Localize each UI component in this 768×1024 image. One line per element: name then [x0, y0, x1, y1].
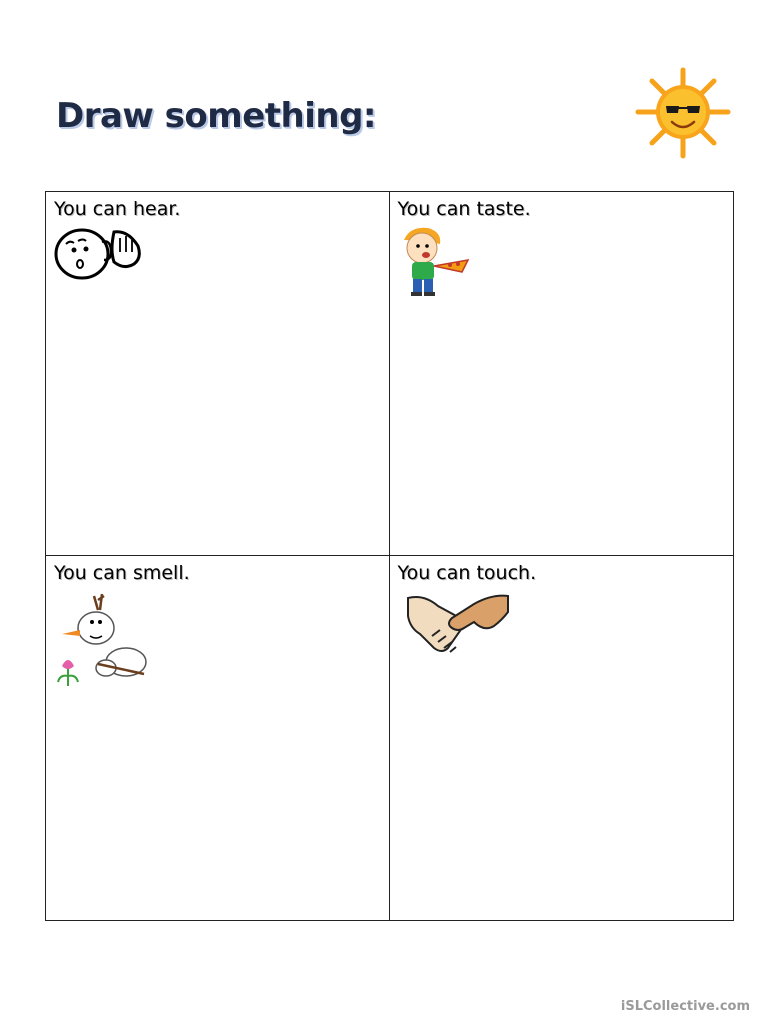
- cell-smell[interactable]: [46, 556, 390, 920]
- cell-label: You can touch.: [397, 562, 537, 584]
- cell-touch[interactable]: [390, 556, 734, 920]
- ear-listening-icon: [52, 224, 144, 284]
- snowman-smelling-flower-icon: [54, 592, 150, 688]
- cell-label: You can hear.: [54, 198, 181, 220]
- cell-hear[interactable]: [46, 192, 390, 556]
- sun-with-sunglasses-icon: [628, 62, 738, 162]
- cell-label: You can smell.: [54, 562, 190, 584]
- watermark: iSLCollective.com: [620, 999, 750, 1014]
- handshake-icon: [404, 592, 512, 660]
- page-title: Draw something:: [56, 96, 377, 136]
- cell-taste[interactable]: [390, 192, 734, 556]
- cell-label: You can taste.: [397, 198, 531, 220]
- boy-eating-pizza-icon: [398, 224, 478, 300]
- drawing-grid: [45, 191, 734, 921]
